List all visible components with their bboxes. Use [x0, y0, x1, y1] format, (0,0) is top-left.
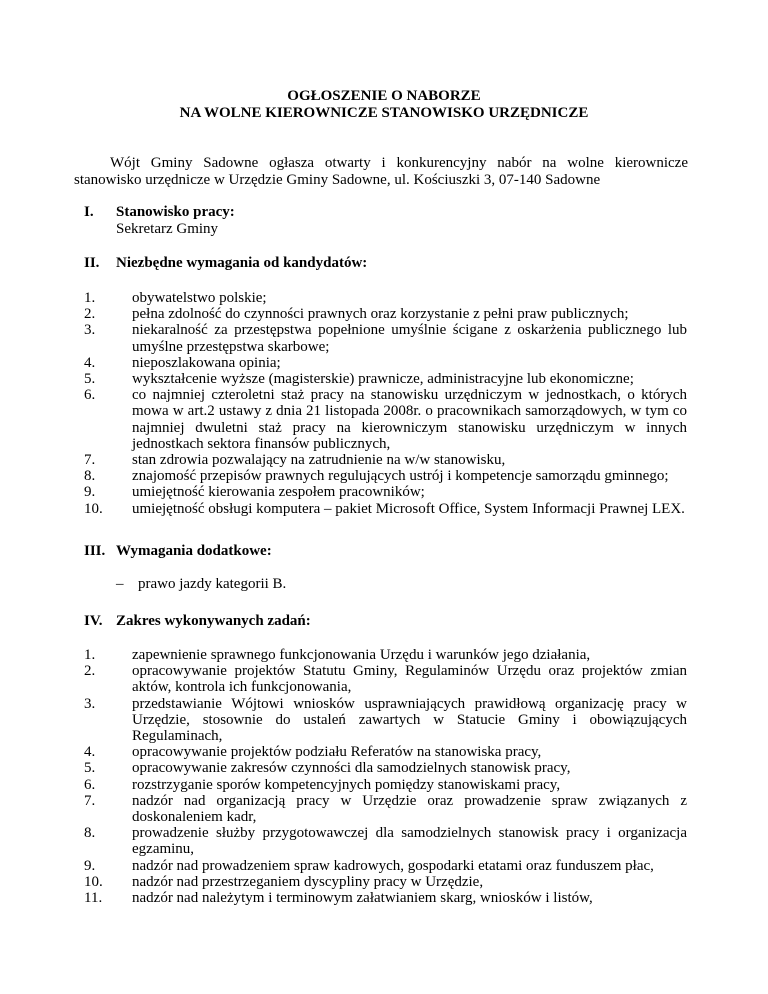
list-item [0, 452, 687, 468]
item-number: 11. [84, 890, 103, 907]
intro-paragraph [74, 155, 688, 189]
section-1-title: Stanowisko pracy: [116, 204, 235, 220]
item-text: wykształcenie wyższe (magisterskie) prawnicze, administracyjne lub ekonomiczne; [132, 371, 634, 388]
item-number: 1. [84, 290, 96, 306]
dash-bullet: – [116, 576, 124, 592]
item-text: nadzór nad organizacją pracy w Urzędzie oraz prowadzenie spraw związanych z doskonaleniem kadr, [132, 792, 687, 826]
list-item [0, 647, 687, 663]
item-text: nadzór nad przestrzeganiem dyscypliny pracy w Urzędzie, [132, 873, 484, 890]
list-item [0, 306, 687, 322]
item-text: znajomość przepisów prawnych regulujących ustrój i kompetencje samorządu gminnego; [132, 468, 669, 485]
additional-requirement-text: prawo jazdy kategorii B. [138, 576, 287, 592]
item-number: 10. [84, 873, 103, 890]
item-text: nieposzlakowana opinia; [132, 354, 281, 371]
additional-requirement [116, 576, 286, 593]
list-item [0, 387, 687, 452]
item-number: 8. [84, 468, 96, 485]
list-item [0, 696, 687, 745]
item-text: umiejętność obsługi komputera – pakiet Microsoft Office, System Informacji Prawnej LEX. [132, 500, 685, 517]
item-text: zapewnienie sprawnego funkcjonowania Urzędu i warunków jego działania, [132, 647, 591, 663]
section-4-number: IV. [84, 613, 103, 629]
section-3-number: III. [84, 543, 106, 559]
item-number: 4. [84, 354, 96, 371]
section-2-title: Niezbędne wymagania od kandydatów: [116, 255, 368, 271]
list-item [0, 322, 687, 354]
list-item [0, 371, 687, 387]
item-number: 3. [84, 695, 96, 712]
heading-line-2: NA WOLNE KIEROWNICZE STANOWISKO URZĘDNICZE [179, 105, 589, 121]
item-text: umiejętność kierowania zespołem pracowników; [132, 484, 425, 501]
item-text: stan zdrowia pozwalający na zatrudnienie na w/w stanowisku, [132, 452, 506, 469]
item-number: 1. [84, 647, 96, 663]
intro-line-1: Wójt Gminy Sadowne ogłasza otwarty i konkurencyjny nabór na wolne kierownicze [110, 155, 688, 171]
item-text: nadzór nad prowadzeniem spraw kadrowych, gospodarki etatami oraz funduszem płac, [132, 857, 654, 874]
list-item [0, 760, 687, 776]
list-item [0, 290, 687, 306]
item-number: 7. [84, 792, 96, 809]
item-text: pełna zdolność do czynności prawnych oraz korzystanie z pełni praw publicznych; [132, 306, 629, 323]
item-number: 5. [84, 371, 96, 388]
list-item [0, 663, 687, 695]
item-text: rozstrzyganie sporów kompetencyjnych pomiędzy stanowiskami pracy, [132, 776, 561, 793]
section-3-title: Wymagania dodatkowe: [116, 543, 272, 559]
section-1-number: I. [84, 204, 94, 220]
list-item [0, 825, 687, 857]
item-number: 9. [84, 857, 96, 874]
list-item [0, 890, 687, 906]
list-item [0, 744, 687, 760]
item-number: 3. [84, 322, 96, 339]
item-number: 10. [84, 500, 103, 517]
section-2-number: II. [84, 255, 100, 271]
heading-line-1: OGŁOSZENIE O NABORZE [287, 88, 481, 104]
item-text: przedstawianie Wójtowi wniosków usprawniających prawidłową organizację pracy w Urzędzie, stosownie do ustaleń zawartych w Statucie Gminy i obowiązujących Regulaminach, [132, 695, 687, 745]
item-text: niekaralność za przestępstwa popełnione umyślnie ścigane z oskarżenia publicznego lub umyślne przestępstwa skarbowe; [132, 322, 687, 355]
item-number: 6. [84, 776, 96, 793]
item-text: obywatelstwo polskie; [132, 290, 267, 306]
list-item [0, 484, 687, 500]
item-text: co najmniej czteroletni staż pracy na stanowisku urzędniczym w jednostkach, o których mowa w art.2 ustawy z dnia 21 listopada 2008r. o pracownikach samorządowych, w tym co najmniej dwuletni staż pracy na kierowniczym stanowisku urzędniczym w innych jednostkach sektora finansów publicznych, [132, 387, 687, 452]
list-item [0, 468, 687, 484]
tasks-list [0, 647, 687, 906]
item-number: 2. [84, 306, 96, 323]
item-number: 4. [84, 744, 96, 761]
item-text: prowadzenie służby przygotowawczej dla samodzielnych stanowisk pracy i organizacja egzaminu, [132, 825, 687, 858]
list-item [0, 355, 687, 371]
item-number: 7. [84, 452, 96, 469]
item-text: opracowywanie projektów podziału Referatów na stanowiska pracy, [132, 744, 542, 761]
item-text: opracowywanie projektów Statutu Gminy, Regulaminów Urzędu oraz projektów zmian aktów, kontrola ich funkcjonowania, [132, 663, 687, 696]
list-item [0, 874, 687, 890]
intro-line-2: stanowisko urzędnicze w Urzędzie Gminy Sadowne, ul. Kościuszki 3, 07-140 Sadowne [74, 172, 601, 188]
requirements-list [0, 290, 687, 517]
item-number: 5. [84, 760, 96, 777]
item-number: 2. [84, 663, 96, 680]
item-number: 6. [84, 387, 96, 404]
list-item [0, 777, 687, 793]
section-4-title: Zakres wykonywanych zadań: [116, 613, 311, 629]
section-1-value: Sekretarz Gminy [116, 221, 219, 237]
item-number: 9. [84, 484, 96, 501]
list-item [0, 858, 687, 874]
item-number: 8. [84, 825, 96, 842]
list-item [0, 793, 687, 825]
item-text: nadzór nad należytym i terminowym załatwianiem skarg, wniosków i listów, [132, 890, 593, 907]
list-item [0, 501, 687, 517]
item-text: opracowywanie zakresów czynności dla samodzielnych stanowisk pracy, [132, 760, 571, 777]
